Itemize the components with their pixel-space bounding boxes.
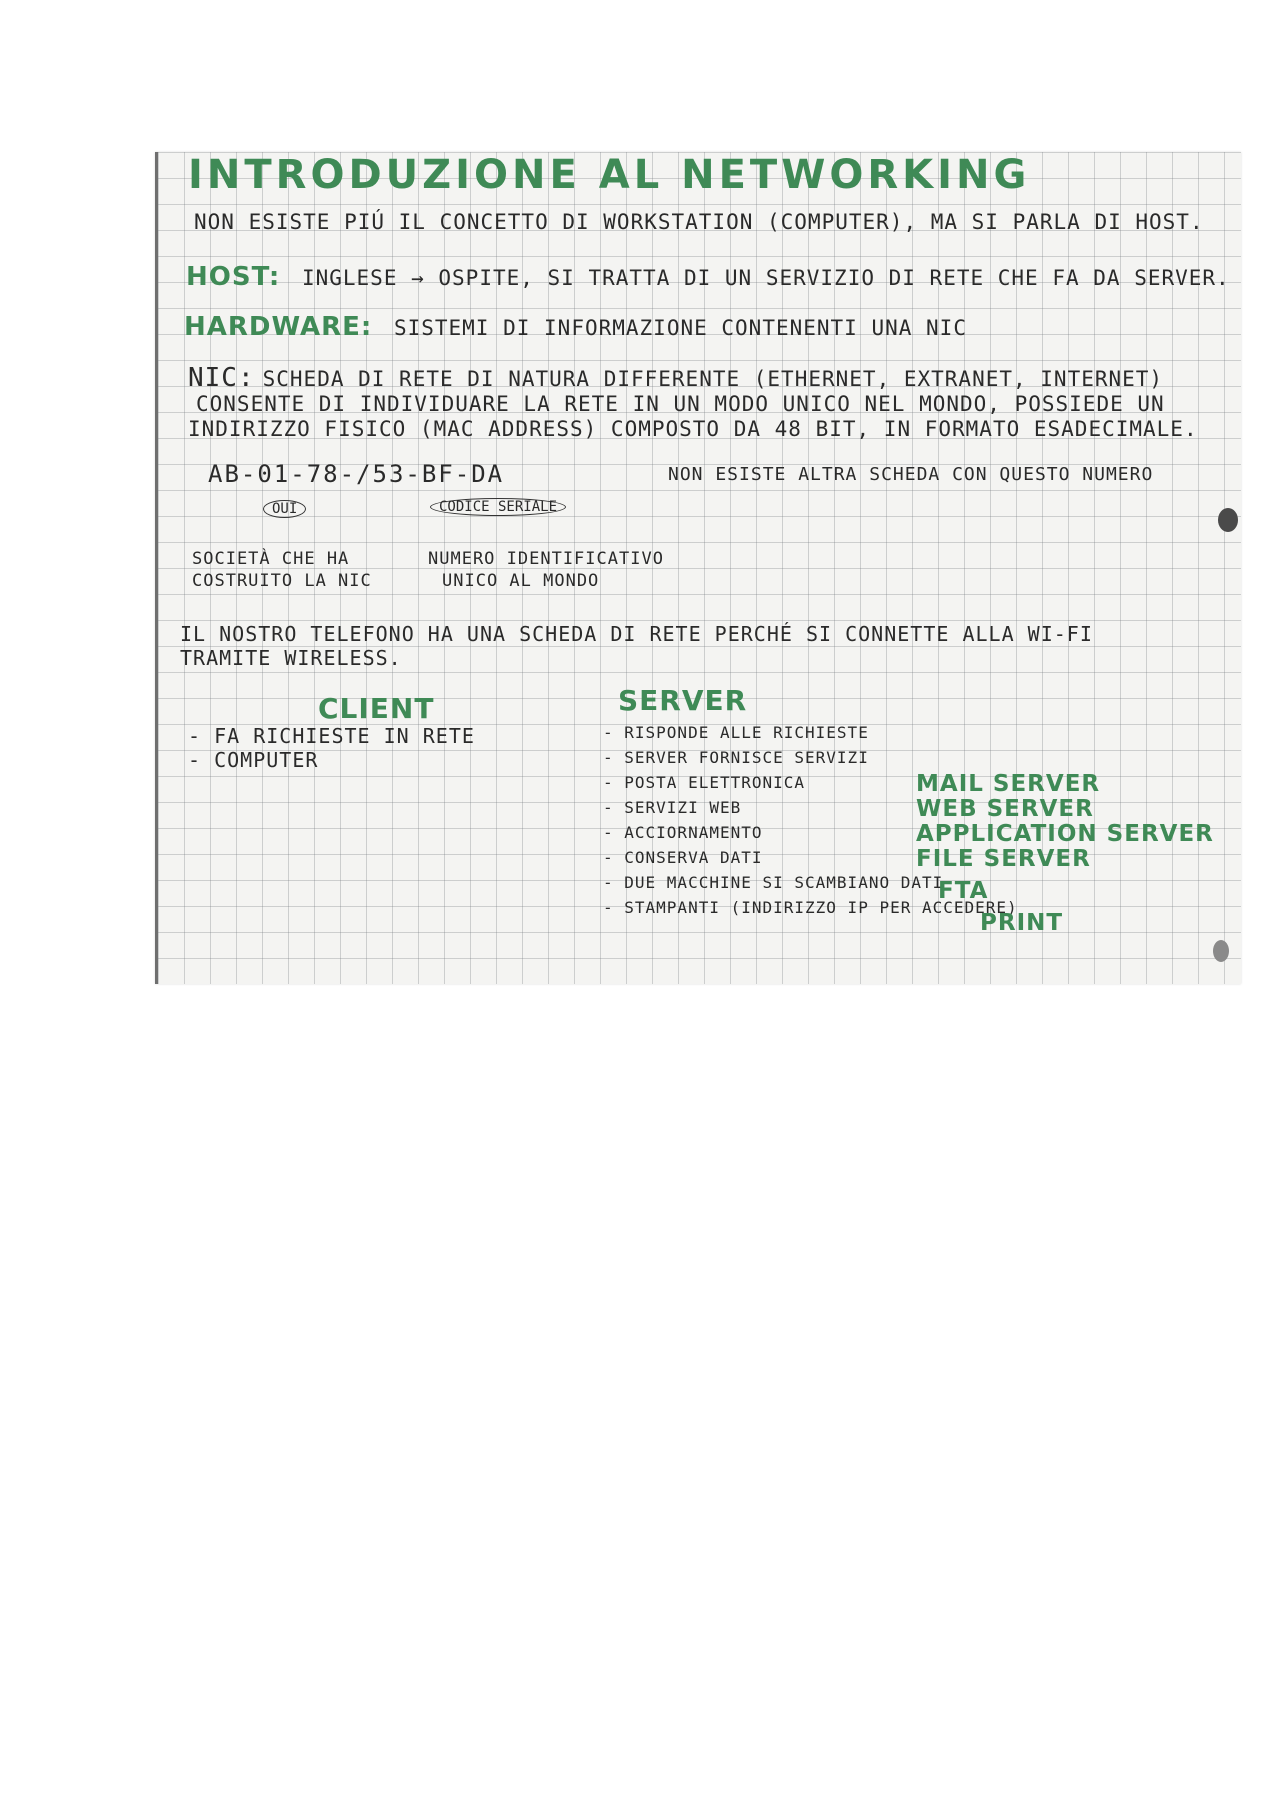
- host-definition: [186, 262, 1230, 292]
- hardware-text: SISTEMI DI INFORMAZIONE CONTENENTI UNA NIC: [393, 316, 967, 340]
- server-type: FILE SERVER: [916, 846, 1091, 872]
- company-note: [192, 548, 372, 592]
- fta-label: FTA: [938, 878, 989, 904]
- notebook-page: [155, 152, 1241, 984]
- phone-line-1: IL NOSTRO TELEFONO HA UNA SCHEDA DI RETE PERCHÉ SI CONNETTE ALLA WI-FI: [180, 622, 1093, 646]
- page-title: INTRODUZIONE AL NETWORKING: [188, 152, 1031, 198]
- server-item: - RISPONDE ALLE RICHIESTE: [603, 723, 869, 742]
- hardware-definition: [184, 312, 967, 342]
- unique-number-line-1: NUMERO IDENTIFICATIVO: [428, 549, 664, 569]
- unique-number-line-2: UNICO AL MONDO: [442, 571, 600, 591]
- server-types: [916, 772, 1214, 872]
- server-item: - DUE MACCHINE SI SCAMBIANO DATI: [603, 873, 944, 892]
- mac-note: NON ESISTE ALTRA SCHEDA CON QUESTO NUMERO: [668, 464, 1154, 485]
- nic-line-2: CONSENTE DI INDIVIDUARE LA RETE IN UN MODO UNICO NEL MONDO, POSSIEDE UN: [196, 392, 1165, 416]
- client-item: - FA RICHIESTE IN RETE: [188, 724, 475, 748]
- server-item: - CONSERVA DATI: [603, 848, 763, 867]
- phone-note: [180, 622, 1093, 670]
- server-item: - ACCIORNAMENTO: [603, 823, 763, 842]
- host-label: HOST:: [186, 262, 281, 292]
- server-item: - SERVER FORNISCE SERVIZI: [603, 748, 869, 767]
- server-item: - SERVIZI WEB: [603, 798, 742, 817]
- ink-blot: [1218, 508, 1238, 532]
- serial-code-label: CODICE SERIALE: [430, 498, 566, 516]
- phone-line-2: TRAMITE WIRELESS.: [180, 646, 402, 670]
- mac-address: AB-01-78-/53-BF-DA: [208, 460, 505, 488]
- server-type: MAIL SERVER: [916, 771, 1101, 797]
- server-item: - POSTA ELETTRONICA: [603, 773, 806, 792]
- server-type: WEB SERVER: [916, 796, 1094, 822]
- server-item: - STAMPANTI (INDIRIZZO IP PER ACCEDERE): [603, 898, 1018, 917]
- unique-number-note: [428, 548, 664, 592]
- nic-line-1: SCHEDA DI RETE DI NATURA DIFFERENTE (ETHERNET, EXTRANET, INTERNET): [262, 367, 1164, 391]
- oui-label: OUI: [263, 500, 306, 518]
- company-note-line-1: SOCIETÀ CHE HA: [192, 549, 350, 569]
- nic-line-3: INDIRIZZO FISICO (MAC ADDRESS) COMPOSTO DA 48 BIT, IN FORMATO ESADECIMALE.: [188, 417, 1198, 441]
- print-label: PRINT: [980, 910, 1064, 936]
- nic-label: NIC:: [188, 363, 255, 393]
- client-list: [188, 724, 475, 772]
- server-type: APPLICATION SERVER: [916, 821, 1214, 847]
- intro-line: NON ESISTE PIÚ IL CONCETTO DI WORKSTATION (COMPUTER), MA SI PARLA DI HOST.: [194, 210, 1204, 234]
- host-text: INGLESE → OSPITE, SI TRATTA DI UN SERVIZIO DI RETE CHE FA DA SERVER.: [301, 266, 1230, 290]
- server-heading: SERVER: [618, 684, 748, 717]
- client-item: - COMPUTER: [188, 748, 319, 772]
- ink-blot: [1213, 940, 1229, 962]
- company-note-line-2: COSTRUITO LA NIC: [192, 571, 372, 591]
- hardware-label: HARDWARE:: [184, 312, 373, 342]
- client-heading: CLIENT: [318, 692, 435, 725]
- nic-definition: [188, 363, 1198, 442]
